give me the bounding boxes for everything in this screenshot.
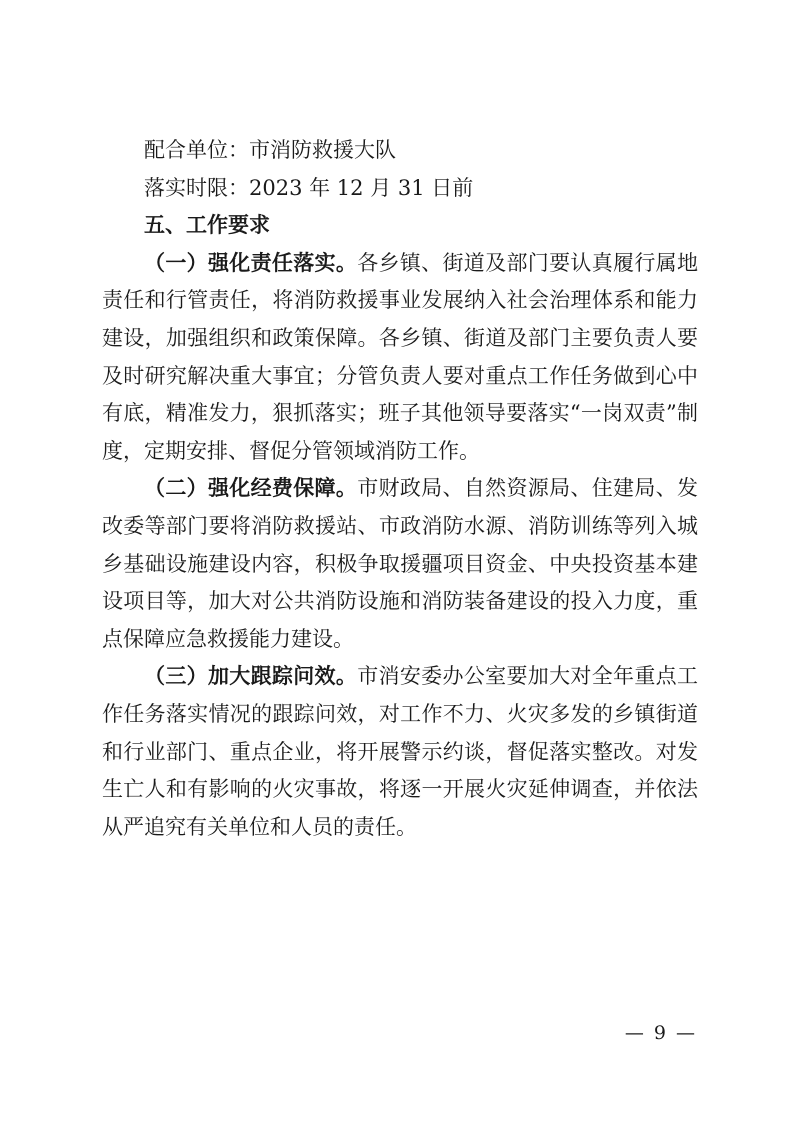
- paragraph-funding: [102, 470, 698, 658]
- paragraph-body: 各乡镇、街道及部门要认真履行属地责任和行管责任，将消防救援事业发展纳入社会治理体系和能力建设，加强组织和政策保障。各乡镇、街道及部门主要负责人要及时研究解决重大事宜；分管负责人要对重点工作任务做到心中有底，精准发力，狠抓落实；班子其他领导要落实“一岗双责”制度，定期安排、督促分管领域消防工作。: [102, 250, 699, 463]
- cooperating-unit-label: 配合单位：: [144, 138, 249, 162]
- paragraph-lead: （三）加大跟踪问效。: [144, 664, 358, 689]
- cooperating-unit-value: 市消防救援大队: [249, 138, 396, 162]
- section-title: 五、工作要求: [144, 213, 270, 238]
- deadline-line: [102, 170, 698, 208]
- paragraph-tracking: [102, 658, 698, 846]
- paragraph-lead: （二）强化经费保障。: [144, 476, 358, 501]
- cooperating-unit-line: [102, 132, 698, 170]
- paragraph-body: 市财政局、自然资源局、住建局、发改委等部门要将消防救援站、市政消防水源、消防训练等列入城乡基础设施建设内容，积极争取援疆项目资金、中央投资基本建设项目等，加大对公共消防设施和消防装备建设的投入力度，重点保障应急救援能力建设。: [102, 476, 699, 651]
- page-number: — 9 —: [624, 1022, 697, 1044]
- paragraph-responsibility: [102, 245, 698, 471]
- deadline-value: 2023 年 12 月 31 日前: [249, 175, 474, 200]
- paragraph-lead: （一）强化责任落实。: [144, 250, 358, 275]
- deadline-label: 落实时限：: [144, 175, 249, 200]
- paragraph-body: 市消安委办公室要加大对全年重点工作任务落实情况的跟踪问效，对工作不力、火灾多发的乡镇街道和行业部门、重点企业，将开展警示约谈，督促落实整改。对发生亡人和有影响的火灾事故，将逐一开展火灾延伸调查，并依法从严追究有关单位和人员的责任。: [102, 664, 699, 839]
- document-body: [102, 132, 698, 846]
